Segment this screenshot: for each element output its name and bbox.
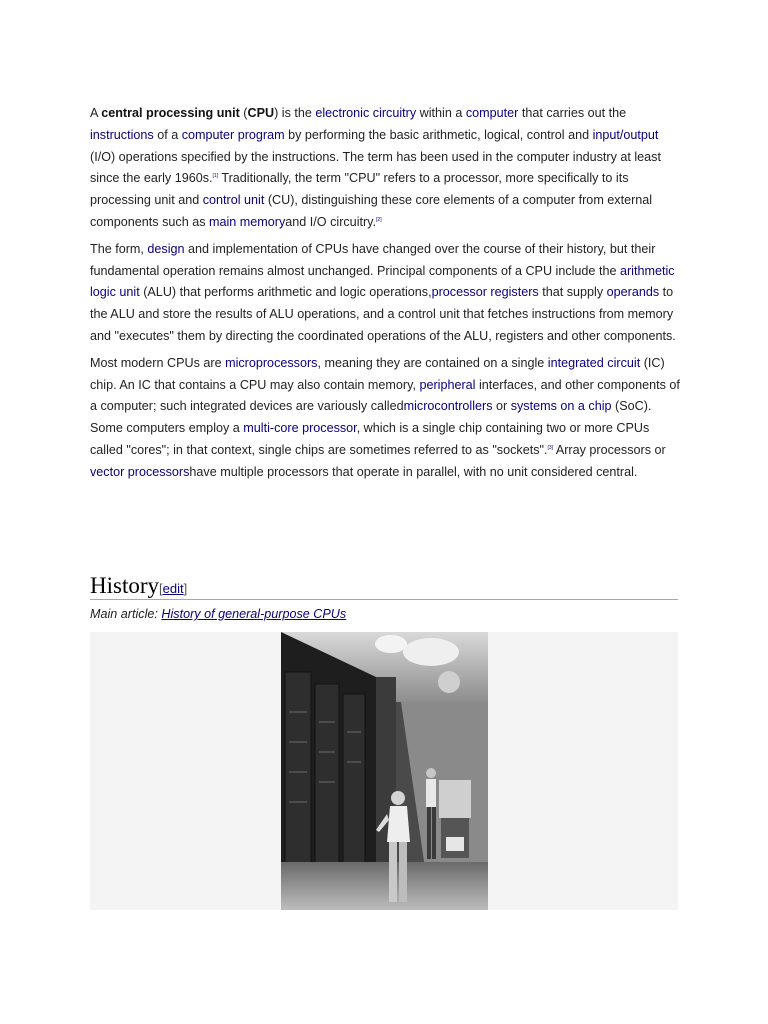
text-run: , meaning they are contained on a single — [317, 355, 548, 370]
text-run: within a — [416, 106, 466, 120]
article-body — [90, 103, 680, 489]
text-run: by performing the basic arithmetic, logical, control and — [284, 127, 593, 142]
link-control-unit[interactable]: control unit — [202, 193, 265, 208]
link-computer[interactable]: computer — [465, 106, 519, 120]
text-run: (ALU) that performs arithmetic and logic operations, — [139, 285, 432, 300]
link-input-output[interactable]: input/output — [592, 127, 659, 142]
link-arithmetic-logic-unit[interactable]: arithmetic logic unit — [90, 263, 675, 300]
link-systems-on-a-chip[interactable]: systems on a chip — [510, 399, 612, 414]
text-run: that carries out the — [518, 106, 627, 120]
text-run: of a — [153, 127, 182, 142]
link-instructions[interactable]: instructions — [90, 127, 154, 142]
citation-1[interactable]: [1] — [212, 173, 219, 180]
text-run: interfaces, and other components of a computer; such integrated devices are variously called — [90, 377, 680, 414]
text-run: Array processors or — [553, 442, 666, 457]
edit-bracket-close: ] — [183, 581, 188, 596]
text-run: that supply — [538, 285, 607, 300]
link-electronic-circuitry[interactable]: electronic circuitry — [315, 106, 417, 120]
link-integrated-circuit[interactable]: integrated circuit — [547, 355, 641, 370]
text-run: (IC) chip. An IC that contains a CPU may also contain memory, — [90, 355, 665, 392]
link-operands[interactable]: operands — [606, 285, 660, 300]
eniac-photo[interactable] — [281, 632, 488, 910]
text-run: ( — [239, 106, 248, 120]
link-peripheral[interactable]: peripheral — [419, 377, 476, 392]
link-processor-registers[interactable]: processor registers — [431, 285, 539, 300]
heading-title: History — [90, 573, 159, 598]
citation-3[interactable]: [3] — [547, 444, 554, 451]
hatnote-main-article — [90, 607, 346, 621]
edit-link[interactable]: edit — [162, 581, 184, 596]
text-run: Traditionally, the term "CPU" refers to a processor, more specifically to its processing unit and — [90, 171, 629, 208]
text-run: and implementation of CPUs have changed over the course of their history, but their fundamental operation remains almost unchanged. Principal components of a CPU include the — [90, 241, 656, 278]
link-main-memory[interactable]: main memory — [209, 214, 286, 229]
link-vector-processors[interactable]: vector processors — [90, 464, 190, 479]
text-run: Most modern CPUs are — [90, 355, 226, 370]
text-run: , which is a single chip containing two or more CPUs called "cores"; in that context, single chips are sometimes referred to as "sockets". — [90, 421, 650, 457]
text-run: The form, — [90, 241, 148, 256]
figure-thumbnail — [90, 632, 678, 910]
text-run: (I/O) operations specified by the instructions. The term has been used in the computer industry at least since the early 1960s. — [90, 149, 661, 186]
link-multi-core-processor[interactable]: multi-core processor — [243, 421, 357, 436]
text-run: (SoC). Some computers employ a — [90, 399, 652, 436]
link-computer-program[interactable]: computer program — [181, 127, 285, 142]
link-microprocessors[interactable]: microprocessors — [225, 355, 318, 370]
paragraph-modern-cpus — [90, 353, 680, 484]
text-run: and I/O circuitry. — [285, 214, 377, 229]
section-heading-history — [90, 572, 678, 600]
text-run: A — [90, 106, 102, 120]
text-run: or — [492, 399, 511, 414]
hatnote-prefix: Main article: — [90, 607, 162, 621]
link-design[interactable]: design — [147, 241, 185, 256]
text-run: (CU), distinguishing these core elements of a computer from external components such as — [90, 193, 653, 229]
link-microcontrollers[interactable]: microcontrollers — [403, 399, 493, 414]
bold-term-cpu: CPU — [247, 106, 275, 120]
bold-term-central-processing-unit: central processing unit — [101, 106, 240, 120]
hatnote-link[interactable]: History of general-purpose CPUs — [161, 607, 347, 621]
text-run: to the ALU and store the results of ALU operations, and a control unit that fetches instructions from memory and "executes" them by directing the coordinated operations of the ALU, registers and other components. — [90, 285, 676, 343]
citation-2[interactable]: [2] — [376, 216, 382, 223]
text-run: have multiple processors that operate in parallel, with no unit considered central. — [189, 464, 638, 479]
paragraph-form-design — [90, 239, 680, 348]
eniac-photo-illustration — [281, 632, 488, 910]
text-run: ) is the — [274, 106, 316, 120]
paragraph-intro — [90, 103, 680, 234]
edit-bracket-open: [ — [159, 581, 163, 596]
edit-section-link — [159, 581, 187, 596]
